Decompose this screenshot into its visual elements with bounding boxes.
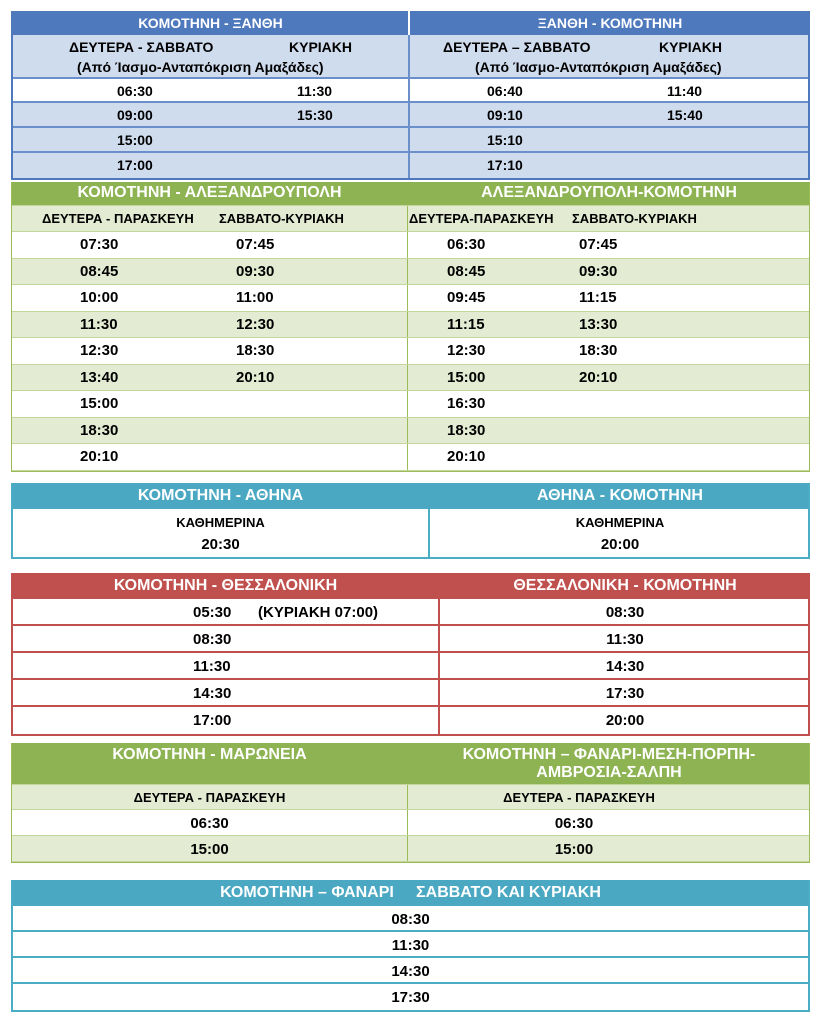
time-cell: 14:30 [391, 963, 430, 980]
time-cell: 15:00 [190, 841, 229, 858]
table-header [13, 483, 808, 509]
table-row [12, 391, 809, 418]
time-cell: 20:10 [579, 368, 618, 386]
table-row [12, 312, 809, 339]
time-cell: 07:30 [80, 236, 119, 253]
time-cell: 15:00 [447, 368, 486, 386]
route-title-left: ΚΟΜΟΤΗΝΗ - ΞΑΝΘΗ [138, 15, 283, 31]
time-cell: 13:40 [80, 368, 119, 386]
time-cell: 06:30 [117, 83, 153, 99]
route-title-left: ΚΟΜΟΤΗΝΗ - ΑΛΕΞΑΝΔΡΟΥΠΟΛΗ [77, 184, 342, 201]
days-label: ΣΑΒΒΑΤΟ-ΚΥΡΙΑΚΗ [219, 211, 344, 226]
table-row [13, 680, 808, 707]
days-label: ΚΥΡΙΑΚΗ [289, 39, 353, 55]
time-cell: 08:45 [447, 262, 486, 280]
time-note: (ΚΥΡΙΑΚΗ 07:00) [258, 604, 379, 621]
table-row [12, 338, 809, 365]
route-title-right: ΞΑΝΘΗ - ΚΟΜΟΤΗΝΗ [537, 15, 683, 31]
time-cell: 08:30 [605, 604, 645, 621]
days-label: ΔΕΥΤΕΡΑ - ΠΑΡΑΣΚΕΥΗ [503, 790, 655, 805]
table-row [12, 232, 809, 259]
days-label: ΔΕΥΤΕΡΑ – ΣΑΒΒΑΤΟ [443, 39, 591, 55]
time-cell: 20:00 [605, 712, 645, 729]
route-title-right: ΑΜΒΡΟΣΙΑ-ΣΑΛΠΗ [536, 764, 682, 781]
time-cell: 15:40 [667, 107, 703, 123]
days-label: ΔΕΥΤΕΡΑ - ΠΑΡΑΣΚΕΥΗ [133, 790, 286, 805]
time-cell: 09:30 [579, 262, 618, 280]
time-cell: 06:30 [554, 815, 594, 832]
table-header [13, 880, 808, 906]
time-cell: 09:10 [487, 107, 523, 123]
table-row [13, 932, 808, 958]
days-header-row [13, 35, 808, 79]
table-row [12, 285, 809, 312]
table-row [13, 153, 808, 178]
time-cell: 15:00 [117, 132, 153, 148]
komotini-athina-timetable [11, 483, 810, 559]
komotini-maroneia-timetable [11, 743, 810, 863]
time-cell: 20:30 [201, 536, 240, 553]
time-cell: 15:00 [554, 841, 594, 858]
time-cell: 08:30 [391, 911, 430, 928]
time-cell: 12:30 [447, 342, 486, 359]
table-row [13, 906, 808, 932]
time-cell: 20:00 [600, 536, 640, 553]
time-cell: 06:30 [447, 236, 486, 253]
time-cell: 13:30 [579, 315, 618, 333]
table-row [12, 418, 809, 445]
time-cell: 07:45 [236, 236, 275, 253]
time-cell: 07:45 [579, 236, 618, 253]
days-label: ΚΥΡΙΑΚΗ [659, 39, 723, 55]
route-title-left: ΚΟΜΟΤΗΝΗ - ΘΕΣΣΑΛΟΝΙΚΗ [113, 577, 338, 594]
time-cell: 17:10 [487, 157, 523, 173]
time-cell: 06:40 [487, 83, 523, 99]
days-header-row [12, 206, 809, 232]
table-header [13, 11, 808, 35]
table-row [12, 836, 809, 862]
days-label: ΣΑΒΒΑΤΟ-ΚΥΡΙΑΚΗ [572, 211, 697, 226]
time-cell: 05:30 [193, 604, 232, 621]
time-cell: 14:30 [605, 658, 645, 675]
time-cell: 12:30 [236, 315, 275, 333]
table-row [13, 984, 808, 1010]
days-label: ΔΕΥΤΕΡΑ - ΠΑΡΑΣΚΕΥΗ [42, 211, 194, 226]
table-row [12, 444, 809, 471]
days-label: ΔΕΥΤΕΡΑ-ΠΑΡΑΣΚΕΥΗ [409, 211, 554, 226]
route-title-left: ΚΟΜΟΤΗΝΗ - ΜΑΡΩΝΕΙΑ [112, 746, 307, 763]
time-cell: 09:00 [117, 107, 153, 123]
table-row [12, 810, 809, 836]
days-label: ΚΑΘΗΜΕΡΙΝΑ [575, 515, 665, 530]
time-cell: 15:10 [487, 132, 523, 148]
table-row [13, 626, 808, 653]
table-header [13, 573, 808, 599]
table-row [13, 79, 808, 103]
route-title-right: ΑΘΗΝΑ - ΚΟΜΟΤΗΝΗ [537, 487, 703, 504]
table-header [12, 182, 809, 206]
komotini-xanthi-timetable [11, 11, 810, 180]
time-cell: 20:10 [236, 368, 275, 386]
time-cell: 08:45 [80, 262, 119, 280]
days-header-row [12, 785, 809, 810]
time-cell: 11:30 [391, 937, 430, 954]
time-cell: 11:30 [80, 315, 118, 333]
komotini-alexandroupoli-timetable [11, 182, 810, 472]
route-title-right: ΑΛΕΞΑΝΔΡΟΥΠΟΛΗ-ΚΟΜΟΤΗΝΗ [481, 184, 737, 201]
route-title-right: ΘΕΣΣΑΛΟΝΙΚΗ - ΚΟΜΟΤΗΝΗ [513, 577, 737, 594]
time-cell: 18:30 [80, 421, 119, 439]
time-cell: 08:30 [193, 631, 232, 648]
time-cell: 11:40 [667, 83, 703, 99]
table-row [13, 958, 808, 984]
route-title: ΚΟΜΟΤΗΝΗ – ΦΑΝΑΡΙ ΣΑΒΒΑΤΟ ΚΑΙ ΚΥΡΙΑΚΗ [220, 884, 601, 901]
time-cell: 11:30 [606, 631, 644, 648]
time-cell: 11:30 [193, 658, 231, 675]
time-cell: 09:45 [447, 289, 486, 306]
time-cell: 20:10 [80, 448, 119, 465]
time-cell: 09:30 [236, 262, 275, 280]
time-cell: 15:00 [80, 395, 119, 412]
route-title-right: ΚΟΜΟΤΗΝΗ – ΦΑΝΑΡΙ-ΜΕΣΗ-ΠΟΡΠΗ- [462, 746, 756, 763]
time-cell: 12:30 [80, 342, 119, 359]
time-cell: 11:00 [236, 289, 274, 306]
table-header [12, 743, 809, 785]
route-title-left: ΚΟΜΟΤΗΝΗ - ΑΘΗΝΑ [137, 487, 304, 504]
route-note: (Από Ίασμο-Ανταπόκριση Αμαξάδες) [475, 59, 722, 75]
time-cell: 17:00 [117, 157, 153, 173]
komotini-fanari-timetable [11, 880, 810, 1012]
days-label: ΚΑΘΗΜΕΡΙΝΑ [176, 515, 265, 530]
time-cell: 18:30 [447, 421, 486, 439]
time-cell: 20:10 [447, 448, 486, 465]
time-cell: 18:30 [579, 342, 618, 359]
table-row [13, 653, 808, 680]
table-row [13, 707, 808, 734]
time-cell: 18:30 [236, 342, 275, 359]
time-cell: 11:15 [579, 289, 617, 306]
komotini-thessaloniki-timetable [11, 573, 810, 736]
time-cell: 14:30 [193, 685, 232, 702]
table-row [12, 259, 809, 286]
time-cell: 10:00 [80, 289, 119, 306]
time-cell: 06:30 [190, 815, 229, 832]
table-row [13, 103, 808, 128]
time-cell: 16:30 [447, 395, 486, 412]
time-cell: 11:30 [297, 83, 333, 99]
days-label: ΔΕΥΤΕΡΑ - ΣΑΒΒΑΤΟ [69, 39, 214, 55]
time-cell: 17:30 [605, 685, 645, 702]
route-note: (Από Ίασμο-Ανταπόκριση Αμαξάδες) [77, 59, 324, 75]
table-row [13, 128, 808, 153]
table-row [12, 365, 809, 392]
time-cell: 15:30 [297, 107, 333, 123]
time-cell: 11:15 [447, 315, 485, 333]
table-row [13, 509, 808, 557]
time-cell: 17:00 [193, 712, 232, 729]
table-row [13, 599, 808, 626]
time-cell: 17:30 [391, 989, 430, 1006]
